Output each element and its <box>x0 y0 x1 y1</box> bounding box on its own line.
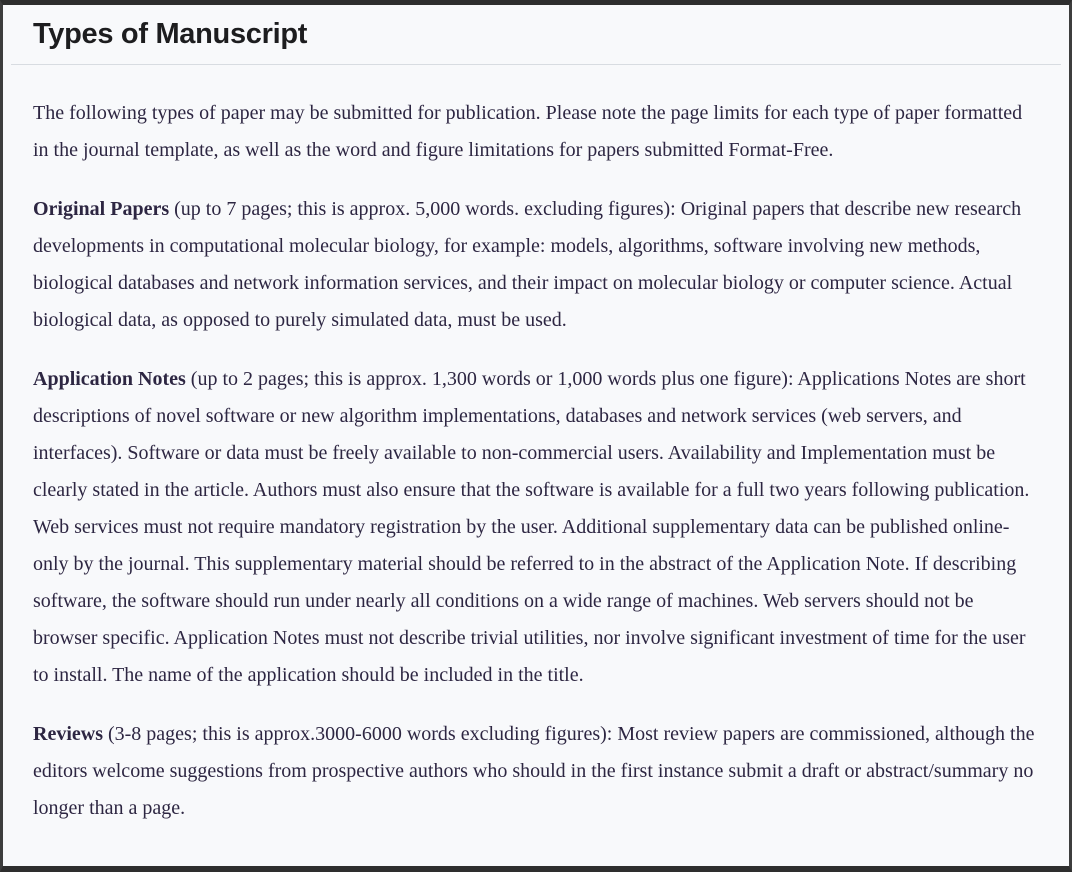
original-papers-paragraph <box>33 191 1041 339</box>
intro-paragraph <box>33 95 1041 169</box>
paragraph-text: (3-8 pages; this is approx.3000-6000 words excluding figures): Most review papers are commissioned, although the editors welcome suggestions from prospective authors who should in the first instance submit a draft or abstract/summary no longer than a page. <box>33 723 1035 819</box>
original-papers-label: Original Papers <box>33 198 170 220</box>
paragraph-text: (up to 2 pages; this is approx. 1,300 words or 1,000 words plus one figure): Applications Notes are short descriptions of novel software or new algorithm implementations, databases and network services (web servers, and interfaces). Software or data must be freely available to non-commercial users. Availability and Implementation must be clearly stated in the article. Authors must also ensure that the software is available for a full two years following publication. Web services must not require mandatory registration by the user. Additional supplementary data can be published online-only by the journal. This supplementary material should be referred to in the abstract of the Application Note. If describing software, the software should run under nearly all conditions on a wide range of machines. Web servers should not be browser specific. Application Notes must not describe trivial utilities, nor involve significant investment of time for the user to install. The name of the application should be included in the title. <box>33 368 1030 686</box>
paragraph-text: The following types of paper may be submitted for publication. Please note the page limits for each type of paper formatted in the journal template, as well as the word and figure limitations for papers submitted Format-Free. <box>33 102 1023 161</box>
reviews-paragraph <box>33 716 1041 827</box>
reviews-label: Reviews <box>33 723 103 745</box>
document-body <box>3 65 1069 827</box>
application-notes-paragraph <box>33 361 1041 694</box>
paragraph-text: (up to 7 pages; this is approx. 5,000 words. excluding figures): Original papers that describe new research developments in computational molecular biology, for example: models, algorithms, software involving new methods, biological databases and network information services, and their impact on molecular biology or computer science. Actual biological data, as opposed to purely simulated data, must be used. <box>33 198 1022 331</box>
application-notes-label: Application Notes <box>33 368 186 390</box>
page-title: Types of Manuscript <box>33 18 308 50</box>
